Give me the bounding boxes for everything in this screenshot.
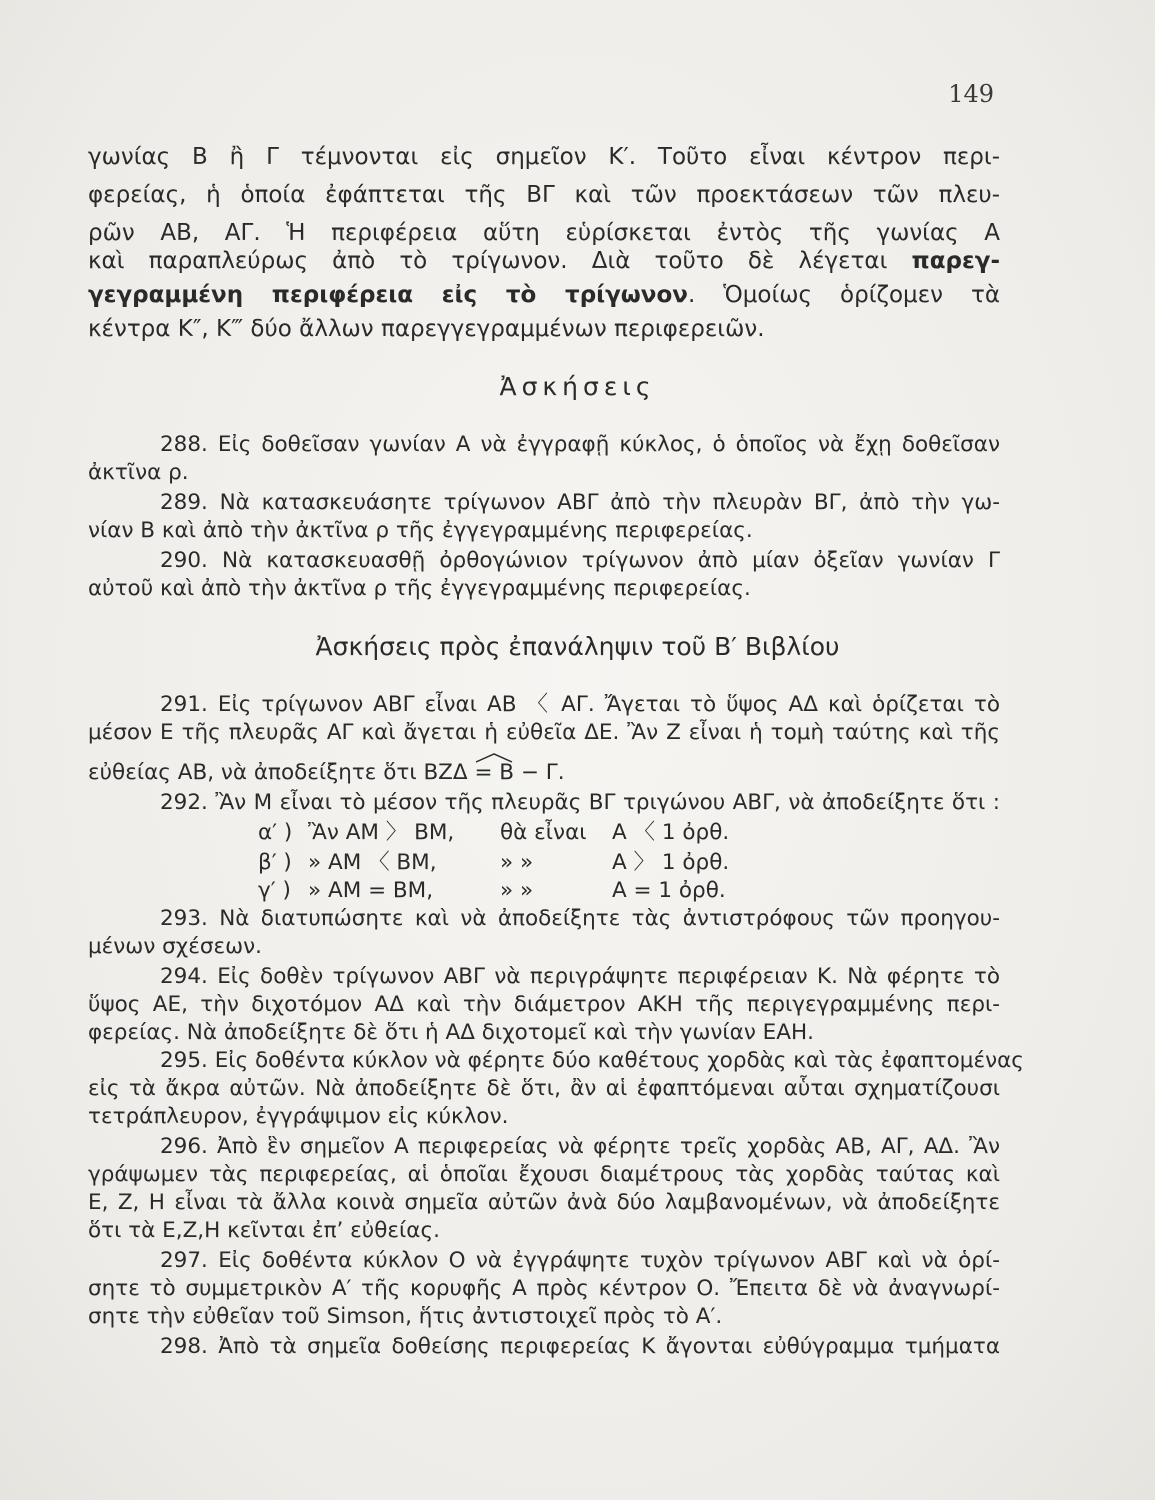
text-fragment: . Ὁμοίως ὁρίζομεν τὰ: [687, 282, 1000, 308]
exercise-line: φερείας. Νὰ ἀποδείξητε δὲ ὅτι ἡ ΑΔ διχοτομεῖ καὶ τὴν γωνίαν ΕΑΗ.: [88, 1020, 814, 1045]
case-then: » »: [500, 878, 534, 903]
text-fragment: = Β − Γ.: [467, 760, 565, 785]
section-heading: Ἀσκήσεις: [499, 372, 656, 401]
exercise-line: 295. Εἰς δοθέντα κύκλον νὰ φέρητε δύο καθέτους χορδὰς καὶ τὰς ἐφαπτομένας: [160, 1048, 1024, 1073]
case-condition: » ΑΜ = ΒΜ,: [308, 878, 434, 903]
exercise-line: 298. Ἀπὸ τὰ σημεῖα δοθείσης περιφερείας Κ ἄγονται εὐθύγραμμα τμήματα: [160, 1334, 1000, 1359]
exercise-line: 296. Ἀπὸ ἓν σημεῖον Α περιφερείας νὰ φέρητε τρεῖς χορδὰς ΑΒ, ΑΓ, ΑΔ. Ἂν: [160, 1134, 1000, 1159]
text-line: ρῶν ΑΒ, ΑΓ. Ἡ περιφέρεια αὕτη εὑρίσκεται ἐντὸς τῆς γωνίας Α: [88, 220, 1000, 246]
exercise-line: γράψωμεν τὰς περιφερείας, αἱ ὁποῖαι ἔχουσι διαμέτρους τὰς χορδὰς ταύτας καὶ: [88, 1162, 1000, 1187]
text-line: γωνίας Β ἢ Γ τέμνονται εἰς σημεῖον Κ′. Τοῦτο εἶναι κέντρον περι-: [88, 144, 1000, 170]
text-line: [88, 246, 1000, 276]
page-number: 149: [948, 80, 994, 108]
exercise-line: εἰς τὰ ἄκρα αὐτῶν. Νὰ ἀποδείξητε δὲ ὅτι, ἂν αἱ ἐφαπτόμεναι αὗται σχηματίζουσι: [88, 1076, 1000, 1101]
case-condition: » ΑΜ 〈 ΒΜ,: [308, 850, 437, 875]
exercise-line: ὅτι τὰ Ε,Ζ,Η κεῖνται ἐπ’ εὐθείας.: [88, 1218, 440, 1243]
text-line: φερείας, ἡ ὁποία ἐφάπτεται τῆς ΒΓ καὶ τῶν προεκτάσεων τῶν πλευ-: [88, 182, 1000, 208]
exercise-line: αὐτοῦ καὶ ἀπὸ τὴν ἀκτῖνα ρ τῆς ἐγγεγραμμένης περιφερείας.: [88, 576, 751, 601]
exercise-line: νίαν Β καὶ ἀπὸ τὴν ἀκτῖνα ρ τῆς ἐγγεγραμμένης περιφερείας.: [88, 518, 753, 543]
text-fragment: εὐθείας ΑΒ, νὰ ἀποδείξητε ὅτι: [88, 760, 424, 785]
exercise-line: ὕψος ΑΕ, τὴν διχοτόμον ΑΔ καὶ τὴν διάμετρον ΑΚΗ τῆς περιγεγραμμένης περι-: [88, 992, 1000, 1017]
section-heading: Ἀσκήσεις πρὸς ἐπανάληψιν τοῦ Β′ Βιβλίου: [315, 632, 840, 661]
text-fragment: καὶ παραπλεύρως ἀπὸ τὸ τρίγωνον. Διὰ τοῦτο δὲ λέγεται: [88, 248, 912, 274]
case-condition: Ἂν ΑΜ 〉 ΒΜ,: [308, 820, 455, 845]
exercise-line: 291. Εἰς τρίγωνον ΑΒΓ εἶναι ΑΒ 〈 ΑΓ. Ἄγεται τὸ ὕψος ΑΔ καὶ ὁρίζεται τὸ: [160, 692, 1000, 717]
exercise-line: ἀκτῖνα ρ.: [88, 460, 189, 485]
exercise-line: σητε τὸ συμμετρικὸν Α′ τῆς κορυφῆς Α πρὸς κέντρον Ο. Ἔπειτα δὲ νὰ ἀναγνωρί-: [88, 1276, 1000, 1301]
exercise-line: 289. Νὰ κατασκευάσητε τρίγωνον ΑΒΓ ἀπὸ τὴν πλευρὰν ΒΓ, ἀπὸ τὴν γω-: [160, 490, 1000, 515]
exercise-line: 290. Νὰ κατασκευασθῇ ὀρθογώνιον τρίγωνον ἀπὸ μίαν ὀξεῖαν γωνίαν Γ: [160, 548, 1000, 573]
exercise-line: 292. Ἂν Μ εἶναι τὸ μέσον τῆς πλευρᾶς ΒΓ τριγώνου ΑΒΓ, νὰ ἀποδείξητε ὅτι :: [160, 790, 1000, 815]
exercise-line: [88, 758, 1000, 788]
case-label: γ′ ): [258, 878, 291, 903]
exercise-line: 293. Νὰ διατυπώσητε καὶ νὰ ἀποδείξητε τὰς ἀντιστρόφους τῶν προηγου-: [160, 906, 1000, 931]
case-label: α′ ): [258, 820, 293, 845]
exercise-line: μέσον Ε τῆς πλευρᾶς ΑΓ καὶ ἄγεται ἡ εὐθεῖα ΔΕ. Ἂν Ζ εἶναι ἡ τομὴ ταύτης καὶ τῆς: [88, 720, 1000, 745]
emphasis-term: γεγραμμένη περιφέρεια εἰς τὸ τρίγωνον: [88, 282, 688, 308]
angle-symbol: ΒΖΔ: [423, 760, 468, 785]
angle-arc-icon: [474, 753, 514, 763]
case-label: β′ ): [258, 850, 292, 875]
case-result: Α 〉 1 ὀρθ.: [612, 850, 730, 875]
text-line: [88, 280, 1000, 310]
text-line: κέντρα Κ″, Κ‴ δύο ἄλλων παρεγγεγραμμένων περιφερειῶν.: [88, 316, 765, 342]
exercise-line: 294. Εἰς δοθὲν τρίγωνον ΑΒΓ νὰ περιγράψητε περιφέρειαν Κ. Νὰ φέρητε τὸ: [160, 964, 1000, 989]
exercise-line: τετράπλευρον, ἐγγράψιμον εἰς κύκλον.: [88, 1104, 509, 1129]
case-result: Α 〈 1 ὀρθ.: [612, 820, 730, 845]
case-then: θὰ εἶναι: [500, 820, 587, 845]
case-result: Α = 1 ὀρθ.: [612, 878, 726, 903]
exercise-line: 297. Εἰς δοθέντα κύκλον Ο νὰ ἐγγράψητε τυχὸν τρίγωνον ΑΒΓ καὶ νὰ ὁρί-: [160, 1248, 1000, 1273]
exercise-line: Ε, Ζ, Η εἶναι τὰ ἄλλα κοινὰ σημεῖα αὐτῶν ἀνὰ δύο λαμβανομένων, νὰ ἀποδείξητε: [88, 1190, 1000, 1215]
exercise-line: μένων σχέσεων.: [88, 934, 262, 959]
emphasis-term: παρεγ-: [911, 248, 1000, 274]
case-then: » »: [500, 850, 534, 875]
exercise-line: 288. Εἰς δοθεῖσαν γωνίαν Α νὰ ἐγγραφῇ κύκλος, ὁ ὁποῖος νὰ ἔχῃ δοθεῖσαν: [160, 432, 1000, 457]
exercise-line: σητε τὴν εὐθεῖαν τοῦ Simson, ἥτις ἀντιστοιχεῖ πρὸς τὸ Α′.: [88, 1304, 723, 1329]
